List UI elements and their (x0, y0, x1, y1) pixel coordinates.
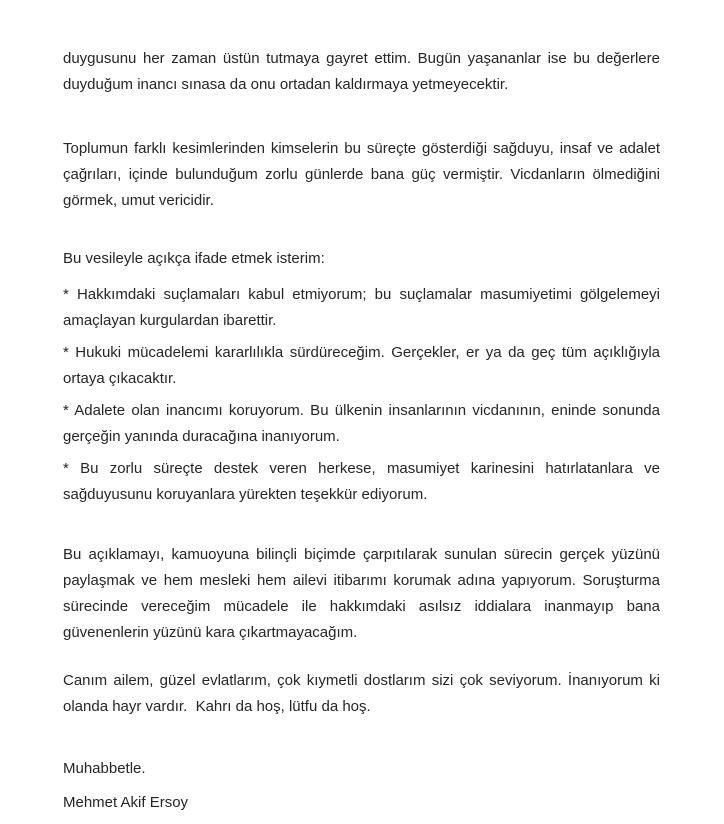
list-intro-paragraph: Bu vesileyle açıkça ifade etmek isterim: (63, 250, 325, 267)
body-paragraph-1: duygusunu her zaman üstün tutmaya gayret ettim. Bugün yaşananlar ise bu değerlere duyduğum inancı sınasa da onu ortadan kaldırmaya yetmeyecektir. (63, 50, 660, 93)
bullet-paragraph-3: * Adalete olan inancımı koruyorum. Bu ülkenin insanlarının vicdanının, eninde sonunda gerçeğin yanında duracağına inanıyorum. (63, 402, 660, 445)
signature-name: Mehmet Akif Ersoy (63, 794, 189, 811)
bullet-paragraph-4: * Bu zorlu süreçte destek veren herkese, masumiyet karinesini hatırlatanlara ve sağduyusunu koruyanlara yürekten teşekkür ediyorum. (63, 460, 660, 503)
bullet-paragraph-1: * Hakkımdaki suçlamaları kabul etmiyorum; bu suçlamalar masumiyetimi gölgelemeyi amaçlayan kurgulardan ibarettir. (63, 286, 660, 329)
closing-salutation: Muhabbetle. (63, 760, 146, 777)
body-paragraph-3: Bu açıklamayı, kamuoyuna bilinçli biçimde çarpıtılarak sunulan sürecin gerçek yüzünü paylaşmak ve hem mesleki hem ailevi itibarımı korumak adına yapıyorum. Soruşturma sürecinde vereceğim mücadele ile hakkımdaki asılsız iddialara inanmayıp bana güvenenlerin yüzünü kara çıkartmayacağım. (63, 546, 660, 641)
farewell-paragraph: Canım ailem, güzel evlatlarım, çok kıymetli dostlarım sizi çok seviyorum. İnanıyorum ki olanda hayr vardır. Kahrı da hoş, lütfu da hoş. (63, 672, 665, 715)
body-paragraph-2: Toplumun farklı kesimlerinden kimselerin bu süreçte gösterdiği sağduyu, insaf ve adalet çağrıları, içinde bulunduğum zorlu günlerde bana güç vermiştir. Vicdanların ölmediğini görmek, umut vericidir. (63, 140, 660, 209)
bullet-paragraph-2: * Hukuki mücadelemi kararlılıkla sürdüreceğim. Gerçekler, er ya da geç tüm açıklığıyla ortaya çıkacaktır. (63, 344, 660, 387)
